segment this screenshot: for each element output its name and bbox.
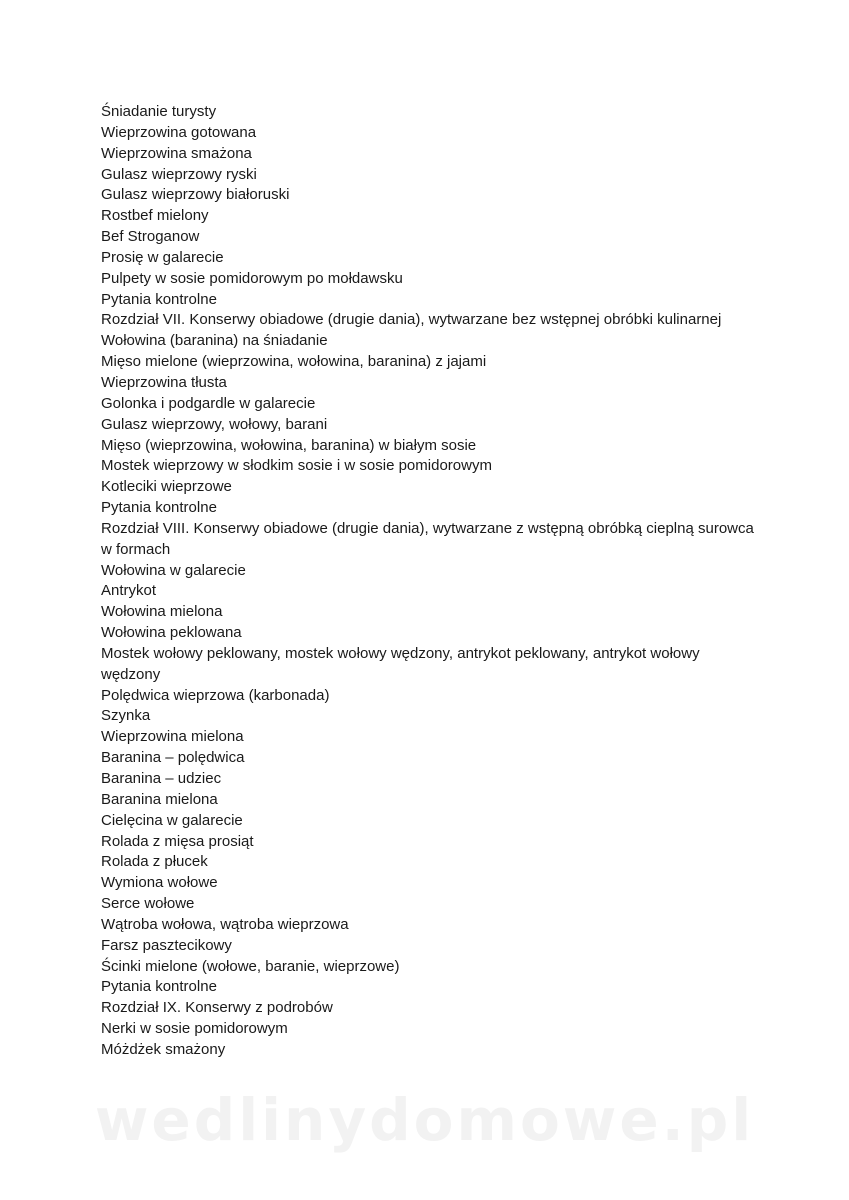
list-item: Mostek wołowy peklowany, mostek wołowy wędzony, antrykot peklowany, antrykot wołowy wędzony [101,644,700,683]
review-questions-item: Pytania kontrolne [101,499,217,517]
list-item: Bef Stroganow [101,228,200,246]
list-item: Mostek wieprzowy w słodkim sosie i w sosie pomidorowym [101,457,492,475]
chapter-heading: Rozdział VII. Konserwy obiadowe (drugie dania), wytwarzane bez wstępnej obróbki kulinarnej [101,311,722,329]
list-item: Rolada z mięsa prosiąt [101,832,254,850]
review-questions-item: Pytania kontrolne [101,978,217,996]
list-item: Baranina – polędwica [101,749,245,767]
list-item: Wieprzowina smażona [101,144,252,162]
list-item: Serce wołowe [101,895,195,913]
list-item: Golonka i podgardle w galarecie [101,394,316,412]
list-item: Rostbef mielony [101,207,209,225]
list-item: Gulasz wieprzowy, wołowy, barani [101,415,328,433]
list-item: Gulasz wieprzowy ryski [101,165,257,183]
list-item: Móżdżek smażony [101,1040,226,1058]
list-item: Farsz pasztecikowy [101,936,232,954]
contents-list [101,102,761,1061]
list-item: Mięso (wieprzowina, wołowina, baranina) w białym sosie [101,436,477,454]
chapter-heading: Rozdział IX. Konserwy z podrobów [101,999,333,1017]
list-item: Wymiona wołowe [101,874,218,892]
list-item: Wieprzowina tłusta [101,373,227,391]
list-item: Wołowina peklowana [101,624,242,642]
list-item: Baranina – udziec [101,770,222,787]
list-item: Polędwica wieprzowa (karbonada) [101,686,330,704]
list-item: Wieprzowina gotowana [101,123,257,141]
list-item: Baranina mielona [101,790,218,808]
list-item: Wołowina w galarecie [101,561,246,579]
list-item: Pulpety w sosie pomidorowym po mołdawsku [101,269,403,287]
list-item: Szynka [101,707,151,725]
list-item: Mięso mielone (wieprzowina, wołowina, baranina) z jajami [101,353,487,371]
list-item: Wołowina mielona [101,603,223,621]
list-item: Cielęcina w galarecie [101,811,243,829]
list-item: Gulasz wieprzowy białoruski [101,186,290,204]
chapter-heading: Rozdział VIII. Konserwy obiadowe (drugie dania), wytwarzane z wstępną obróbką cieplną surowca w formach [101,519,754,558]
list-item: Rolada z płucek [101,853,208,871]
list-item: Wątroba wołowa, wątroba wieprzowa [101,915,349,933]
list-item: Antrykot [101,582,157,600]
watermark-text: wedlinydomowe.pl [94,1086,755,1154]
list-item: Wołowina (baranina) na śniadanie [101,332,328,350]
list-item: Ścinki mielone (wołowe, baranie, wieprzowe) [101,957,400,975]
list-item: Prosię w galarecie [101,248,224,266]
list-item: Śniadanie turysty [101,103,217,120]
list-item: Wieprzowina mielona [101,728,244,746]
list-item: Kotleciki wieprzowe [101,478,232,496]
review-questions-item: Pytania kontrolne [101,290,217,308]
list-item: Nerki w sosie pomidorowym [101,1020,288,1038]
